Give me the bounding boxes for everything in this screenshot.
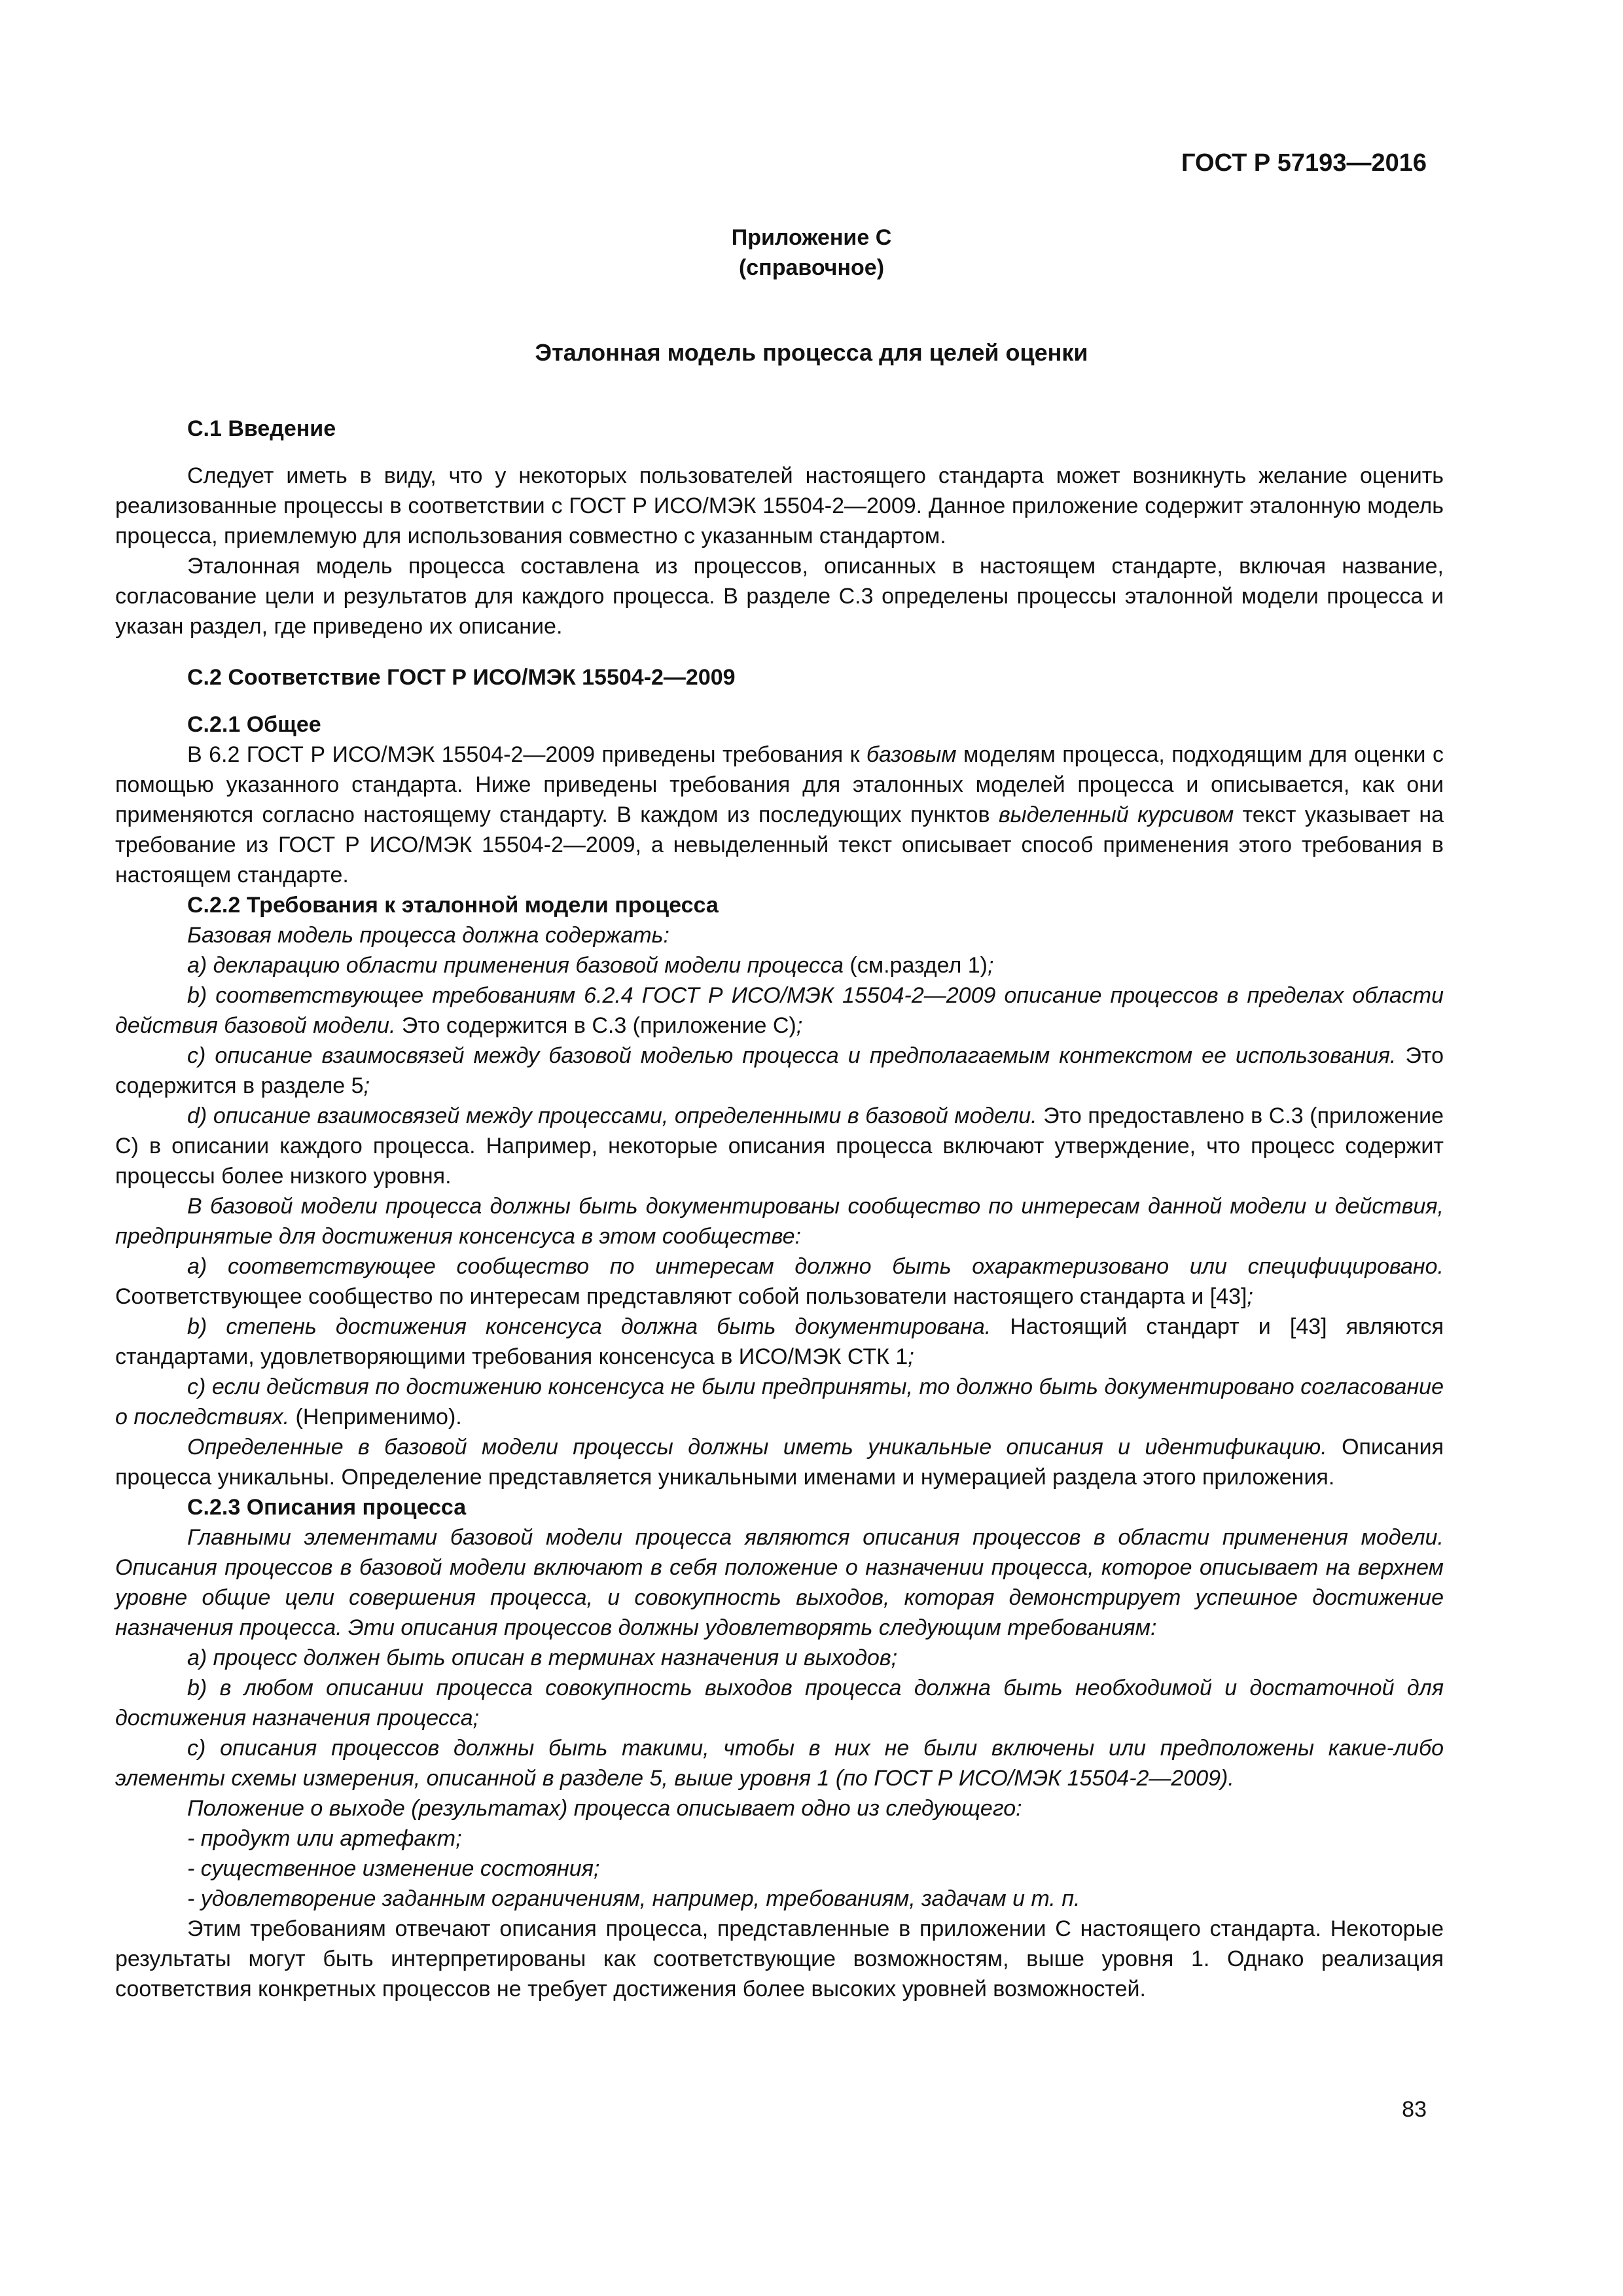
- paragraph: Положение о выходе (результатах) процесса описывает одно из следующего:: [187, 1796, 1022, 1821]
- paragraph: Следует иметь в виду, что у некоторых пользователей настоящего стандарта может возникнуть желание оценить реализованные процессы в соответствии с ГОСТ Р ИСО/МЭК 15504-2—2009. Данное приложение содержит эталонную модель процесса, приемлемую для использования совместно с указанным стандартом.: [115, 463, 1444, 548]
- section-heading-c1: С.1 Введение: [187, 416, 336, 441]
- list-item: - существенное изменение состояния;: [187, 1856, 600, 1881]
- list-item: а) соответствующее сообщество по интересам должно быть охарактеризовано или специфицировано. Соответствующее сообщество по интересам представляют собой пользователи настоящего стандарта и [43];: [115, 1254, 1444, 1309]
- paragraph: Главными элементами базовой модели процесса являются описания процессов в области применения модели. Описания процессов в базовой модели включают в себя положение о назначении процесса, которое описывает на верхнем уровне общие цели совершения процесса, и совокупность выходов, которая демонстрирует успешное достижение назначения процесса. Эти описания процессов должны удовлетворять следующим требованиям:: [115, 1525, 1444, 1640]
- list-item: b) соответствующее требованиям 6.2.4 ГОСТ Р ИСО/МЭК 15504-2—2009 описание процессов в пределах области действия базовой модели. Это содержится в С.3 (приложение С);: [115, 983, 1444, 1038]
- list-item: b) степень достижения консенсуса должна быть документирована. Настоящий стандарт и [43] являются стандартами, удовлетворяющими требования консенсуса в ИСО/МЭК СТК 1;: [115, 1314, 1444, 1369]
- paragraph: Этим требованиям отвечают описания процесса, представленные в приложении С настоящего стандарта. Некоторые результаты могут быть интерпретированы как соответствующие возможностям, выше уровня 1. Однако реализация соответствия конкретных процессов не требует достижения более высоких уровней возможностей.: [115, 1916, 1444, 2001]
- paragraph: Определенные в базовой модели процессы должны иметь уникальные описания и идентификацию. Описания процесса уникальны. Определение представляется уникальными именами и нумерацией раздела этого приложения.: [115, 1435, 1444, 1490]
- subsection-heading-c22: С.2.2 Требования к эталонной модели процесса: [187, 893, 719, 918]
- paragraph: В 6.2 ГОСТ Р ИСО/МЭК 15504-2—2009 приведены требования к базовым моделям процесса, подходящим для оценки с помощью указанного стандарта. Ниже приведены требования для эталонных моделей процесса и описывается, как они применяются согласно настоящему стандарту. В каждом из последующих пунктов выделенный курсивом текст указывает на требование из ГОСТ Р ИСО/МЭК 15504-2—2009, а невыделенный текст описывает способ применения этого требования в настоящем стандарте.: [115, 742, 1444, 888]
- document-id-header: ГОСТ Р 57193—2016: [1181, 149, 1427, 177]
- list-item: с) если действия по достижению консенсуса не были предприняты, то должно быть документировано согласование о последствиях. (Неприменимо).: [115, 1374, 1444, 1429]
- paragraph: Базовая модель процесса должна содержать:: [187, 923, 669, 948]
- list-item: с) описание взаимосвязей между базовой моделью процесса и предполагаемым контекстом ее использования. Это содержится в разделе 5;: [115, 1043, 1444, 1098]
- annex-title: Приложение С: [731, 225, 892, 250]
- list-item: с) описания процессов должны быть такими, чтобы в них не были включены или предположены какие-либо элементы схемы измерения, описанной в разделе 5, выше уровня 1 (по ГОСТ Р ИСО/МЭК 15504-2—2009).: [115, 1736, 1444, 1791]
- annex-main-title: Эталонная модель процесса для целей оценки: [535, 339, 1088, 366]
- paragraph: В базовой модели процесса должны быть документированы сообщество по интересам данной модели и действия, предпринятые для достижения консенсуса в этом сообществе:: [115, 1194, 1444, 1249]
- annex-heading: [0, 223, 1623, 283]
- page-number: 83: [1402, 2097, 1427, 2122]
- subsection-heading-c23: С.2.3 Описания процесса: [187, 1495, 467, 1520]
- section-heading-c2: С.2 Соответствие ГОСТ Р ИСО/МЭК 15504-2—2009: [187, 665, 736, 690]
- subsection-heading-c21: С.2.1 Общее: [187, 712, 321, 737]
- annex-subtitle: (справочное): [738, 255, 885, 280]
- list-item: - удовлетворение заданным ограничениям, например, требованиям, задачам и т. п.: [187, 1886, 1080, 1911]
- paragraph: Эталонная модель процесса составлена из процессов, описанных в настоящем стандарте, включая название, согласование цели и результатов для каждого процесса. В разделе С.3 определены процессы эталонной модели процесса и указан раздел, где приведено их описание.: [115, 554, 1444, 639]
- list-item: а) процесс должен быть описан в терминах назначения и выходов;: [187, 1645, 898, 1670]
- document-body: [115, 414, 1444, 2004]
- list-item: b) в любом описании процесса совокупность выходов процесса должна быть необходимой и достаточной для достижения назначения процесса;: [115, 1676, 1444, 1731]
- list-item: - продукт или артефакт;: [187, 1826, 462, 1851]
- list-item: d) описание взаимосвязей между процессами, определенными в базовой модели. Это предоставлено в С.3 (приложение С) в описании каждого процесса. Например, некоторые описания процесса включают утверждение, что процесс содержит процессы более низкого уровня.: [115, 1103, 1444, 1189]
- list-item: а) декларацию области применения базовой модели процесса (см.раздел 1);: [187, 953, 994, 978]
